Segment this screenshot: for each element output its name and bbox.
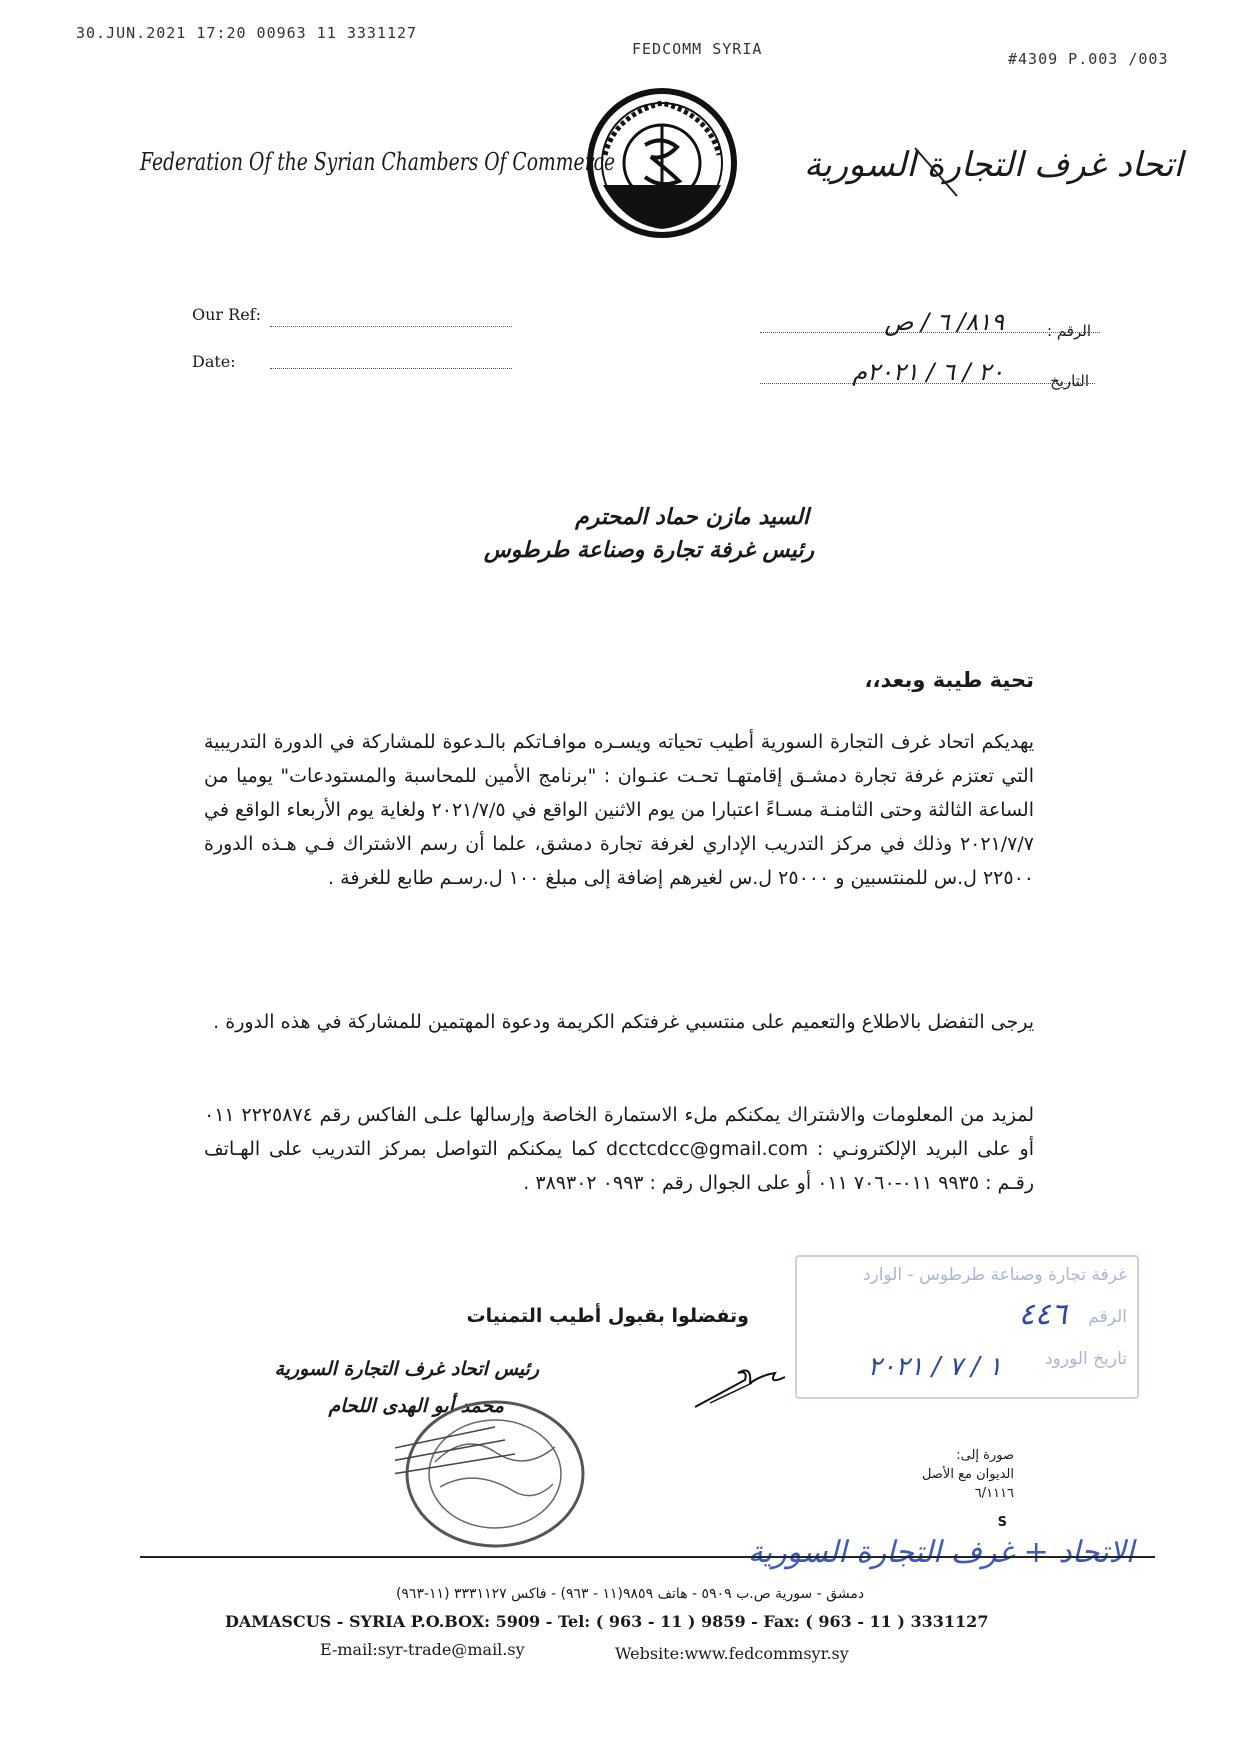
paragraph-invitation: يهديكم اتحاد غرف التجارة السورية أطيب تحياته ويسـره موافـاتكم بالـدعوة للمشاركة في الدورة التدريبية التي تعتزم غرفة تجارة دمشـق إقامتهـا تحـت عنـوان : "برنامج الأمين للمحاسبة والمستودعات" يوميا من الساعة الثالثة وحتى الثامنـة مسـاءً اعتبارا من يوم الاثنين الواقع في ٢٠٢١/٧/٥ ولغاية يوم الأربعاء الواقع في ٢٠٢١/٧/٧ وذلك في مركز التدريب الإداري لغرفة تجارة دمشق، علما أن رسم الاشتراك فـي هـذه الدورة ٢٢٥٠٠ ل.س للمنتسبين و ٢٥٠٠٠ ل.س لغيرهم إضافة إلى مبلغ ١٠٠ ل.رسـم طابع للغرفة . bbox=[204, 731, 1035, 889]
official-round-seal-icon bbox=[395, 1392, 595, 1552]
stamp-org: غرفة تجارة وصناعة طرطوس - الوارد bbox=[862, 1265, 1127, 1285]
signatory-title: رئيس اتحاد غرف التجارة السورية bbox=[274, 1358, 539, 1380]
received-stamp bbox=[795, 1255, 1139, 1399]
strike-mark-icon bbox=[905, 140, 965, 200]
fax-sender: FEDCOMM SYRIA bbox=[632, 40, 763, 58]
closing-line: وتفضلوا بقبول أطيب التمنيات bbox=[466, 1305, 749, 1327]
footer-address-arabic: دمشق - سورية ص.ب ٥٩٠٩ - هاتف ٩٨٥٩(١١ - ٩٦٣) - فاكس ٣٣٣١١٢٧ (١١-٩٦٣) bbox=[395, 1586, 865, 1602]
addressee-title: رئيس غرفة تجارة وصناعة طرطوس bbox=[483, 538, 814, 563]
org-name-english: Federation Of the Syrian Chambers Of Commerce bbox=[140, 148, 616, 176]
ref-number-value: ٨١٩/ ٦ / ص bbox=[884, 308, 1004, 336]
cc-line-2: ٦/١١١٦ bbox=[974, 1486, 1014, 1501]
date-label-arabic: التاريخ bbox=[1050, 372, 1089, 390]
footer-website: Website:www.fedcommsyr.sy bbox=[615, 1644, 849, 1663]
handwritten-signature-icon bbox=[690, 1345, 790, 1415]
paragraph-contact: لمزيد من المعلومات والاشتراك يمكنكم ملء الاستمارة الخاصة وإرسالها علـى الفاكس رقم ٢٢٢٥٨٧٤ ٠١١ أو على البريد الإلكترونـي : dcctcdcc@gmail.com كما يمكنكم التواصل بمركز التدريب على الهـاتف رقـم : ٩٩٣٥ ٠١١-٧٠٦٠ ٠١١ أو على الجوال رقم : ٠٩٩٣ ٣٨٩٣٠٢ . bbox=[204, 1104, 1034, 1194]
stamp-date-value: ١ / ٧ / ٢٠٢١ bbox=[867, 1352, 1002, 1382]
greeting: تحية طيبة وبعد،، bbox=[864, 668, 1034, 692]
cc-line-1: الديوان مع الأصل bbox=[922, 1467, 1014, 1482]
fax-page-number: #4309 P.003 /003 bbox=[1008, 50, 1169, 68]
fax-timestamp: 30.JUN.2021 17:20 00963 11 3331127 bbox=[76, 24, 418, 42]
stamp-date-label: تاريخ الورود bbox=[1045, 1349, 1127, 1369]
ref-label-arabic: الرقم : bbox=[1047, 322, 1091, 340]
date-value: ٢٠ / ٦ / ٢٠٢١م bbox=[852, 358, 1004, 386]
our-ref-label: Our Ref: bbox=[192, 305, 261, 324]
footer-email: E-mail:syr-trade@mail.sy bbox=[320, 1640, 525, 1659]
stamp-number-label: الرقم bbox=[1088, 1307, 1127, 1327]
footer-address-english: DAMASCUS - SYRIA P.O.BOX: 5909 - Tel: ( 963 - 11 ) 9859 - Fax: ( 963 - 11 ) 3331127 bbox=[225, 1612, 989, 1631]
handwritten-note: الاتحاد + غرف التجارة السورية bbox=[747, 1535, 1134, 1570]
date-label: Date: bbox=[192, 352, 236, 371]
federation-emblem-icon bbox=[585, 85, 740, 240]
signatory-name: محمد أبو الهدى اللحام bbox=[328, 1395, 504, 1417]
footer-divider bbox=[140, 1556, 1155, 1558]
addressee-name: السيد مازن حماد المحترم bbox=[575, 505, 809, 530]
stamp-number-value: ٤٤٦ bbox=[1018, 1297, 1067, 1332]
date-dotline bbox=[270, 368, 512, 369]
our-ref-dotline bbox=[270, 326, 512, 327]
org-name-arabic: اتحاد غرف التجارة السورية bbox=[804, 145, 1183, 185]
cc-label: صورة إلى: bbox=[956, 1448, 1014, 1463]
cc-mark: S bbox=[997, 1515, 1007, 1530]
paragraph-request: يرجى التفضل بالاطلاع والتعميم على منتسبي غرفتكم الكريمة ودعوة المهتمين للمشاركة في هذه الدورة . bbox=[213, 1011, 1034, 1033]
